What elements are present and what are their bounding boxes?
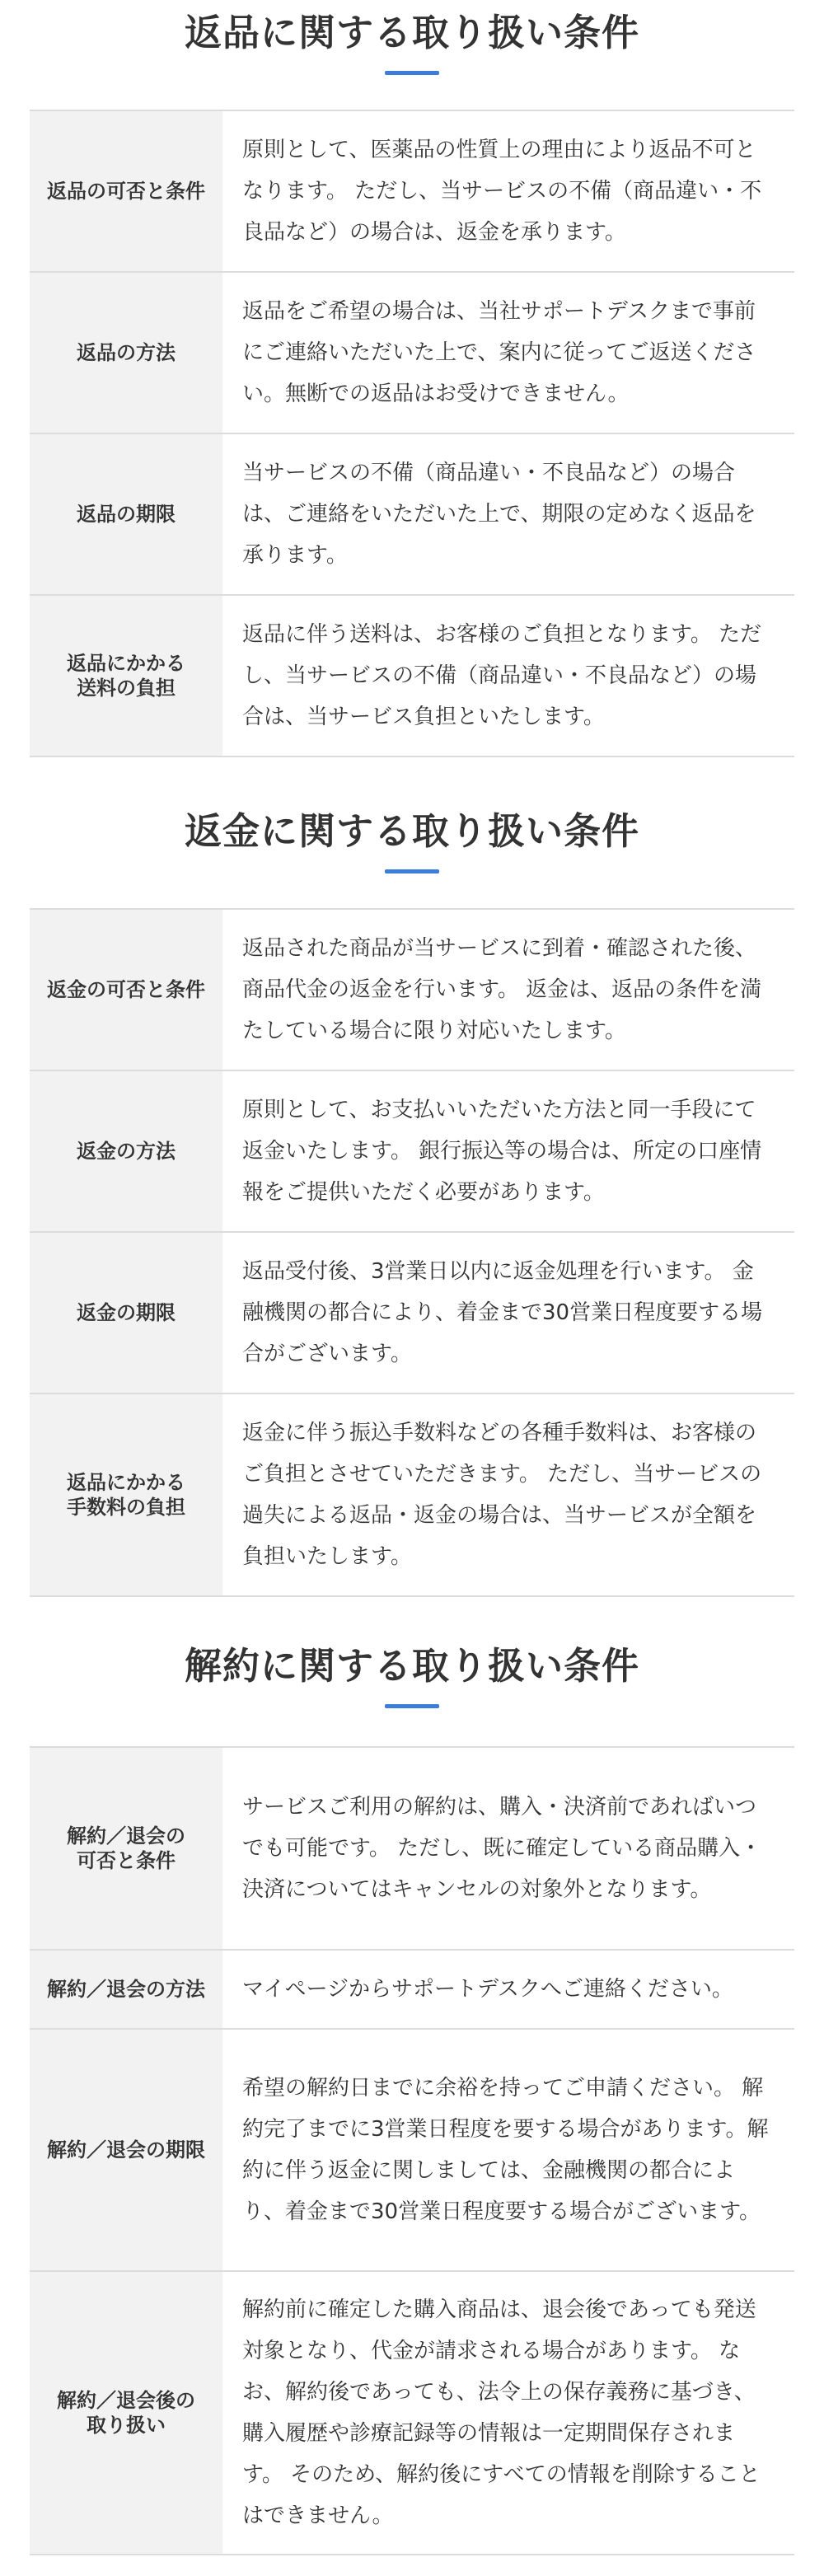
table-row [30,1747,794,1950]
row-content: 原則として、医薬品の性質上の理由により返品不可となります。 ただし、当サービスの不備（商品違い・不良品など）の場合は、返金を承ります。 [222,110,794,272]
table-row [30,433,794,595]
row-content: 返品された商品が当サービスに到着・確認された後、商品代金の返金を行います。 返金は、返品の条件を満たしている場合に限り対応いたします。 [222,909,794,1070]
table-row [30,2271,794,2555]
row-label: 返金の可否と条件 [30,909,222,1070]
table-row [30,595,794,756]
row-content: 返金に伴う振込手数料などの各種手数料は、お客様のご負担とさせていただきます。 ただし、当サービスの過失による返品・返金の場合は、当サービスが全額を負担いたします。 [222,1393,794,1596]
table-row [30,272,794,433]
row-label: 解約／退会の方法 [30,1950,222,2029]
row-content: 返品をご希望の場合は、当社サポートデスクまで事前にご連絡いただいた上で、案内に従ってご返送ください。無断での返品はお受けできません。 [222,272,794,433]
row-label: 解約／退会の 可否と条件 [30,1747,222,1950]
table-row [30,1232,794,1393]
table-row [30,2029,794,2271]
returns-conditions-table [30,110,794,757]
table-row [30,1070,794,1232]
row-content: 返品受付後、3営業日以内に返金処理を行います。 金融機関の都合により、着金まで30営業日程度要する場合がございます。 [222,1232,794,1393]
returns-section [30,0,794,757]
row-content: 原則として、お支払いいただいた方法と同一手段にて返金いたします。 銀行振込等の場合は、所定の口座情報をご提供いただく必要があります。 [222,1070,794,1232]
table-row [30,110,794,272]
table-row [30,1950,794,2029]
section-header [30,1645,794,1708]
section-title: 解約に関する取り扱い条件 [184,1644,639,1688]
table-row [30,909,794,1070]
row-content: 希望の解約日までに余裕を持ってご申請ください。 解約完了までに3営業日程度を要する場合があります。解約に伴う返金に関しましては、金融機関の都合により、着金まで30営業日程度要する場合がございます。 [222,2029,794,2271]
row-content: 解約前に確定した購入商品は、退会後であっても発送対象となり、代金が請求される場合があります。 なお、解約後であっても、法令上の保存義務に基づき、購入履歴や診療記録等の情報は一定期間保存されます。 そのため、解約後にすべての情報を削除することはできません。 [222,2271,794,2555]
title-underline [385,869,439,873]
row-content: 返品に伴う送料は、お客様のご負担となります。 ただし、当サービスの不備（商品違い・不良品など）の場合は、当サービス負担といたします。 [222,595,794,756]
section-title: 返品に関する取り扱い条件 [184,11,639,54]
row-label: 返品の可否と条件 [30,110,222,272]
row-content: サービスご利用の解約は、購入・決済前であればいつでも可能です。 ただし、既に確定している商品購入・決済についてはキャンセルの対象外となります。 [222,1747,794,1950]
refunds-conditions-table [30,908,794,1597]
title-underline [385,71,439,75]
row-label: 返品の方法 [30,272,222,433]
row-label: 返金の方法 [30,1070,222,1232]
row-label: 解約／退会の期限 [30,2029,222,2271]
row-label: 返品にかかる 手数料の負担 [30,1393,222,1596]
row-label: 解約／退会後の 取り扱い [30,2271,222,2555]
section-header [30,12,794,75]
row-label: 返金の期限 [30,1232,222,1393]
row-content: マイページからサポートデスクへご連絡ください。 [222,1950,794,2029]
cancellation-conditions-table [30,1746,794,2555]
section-header [30,810,794,873]
refunds-section [30,810,794,1597]
title-underline [385,1704,439,1708]
table-row [30,1393,794,1596]
row-content: 当サービスの不備（商品違い・不良品など）の場合は、ご連絡をいただいた上で、期限の定めなく返品を承ります。 [222,433,794,595]
row-label: 返品の期限 [30,433,222,595]
cancellation-section [30,1645,794,2555]
row-label: 返品にかかる 送料の負担 [30,595,222,756]
section-title: 返金に関する取り扱い条件 [184,809,639,853]
